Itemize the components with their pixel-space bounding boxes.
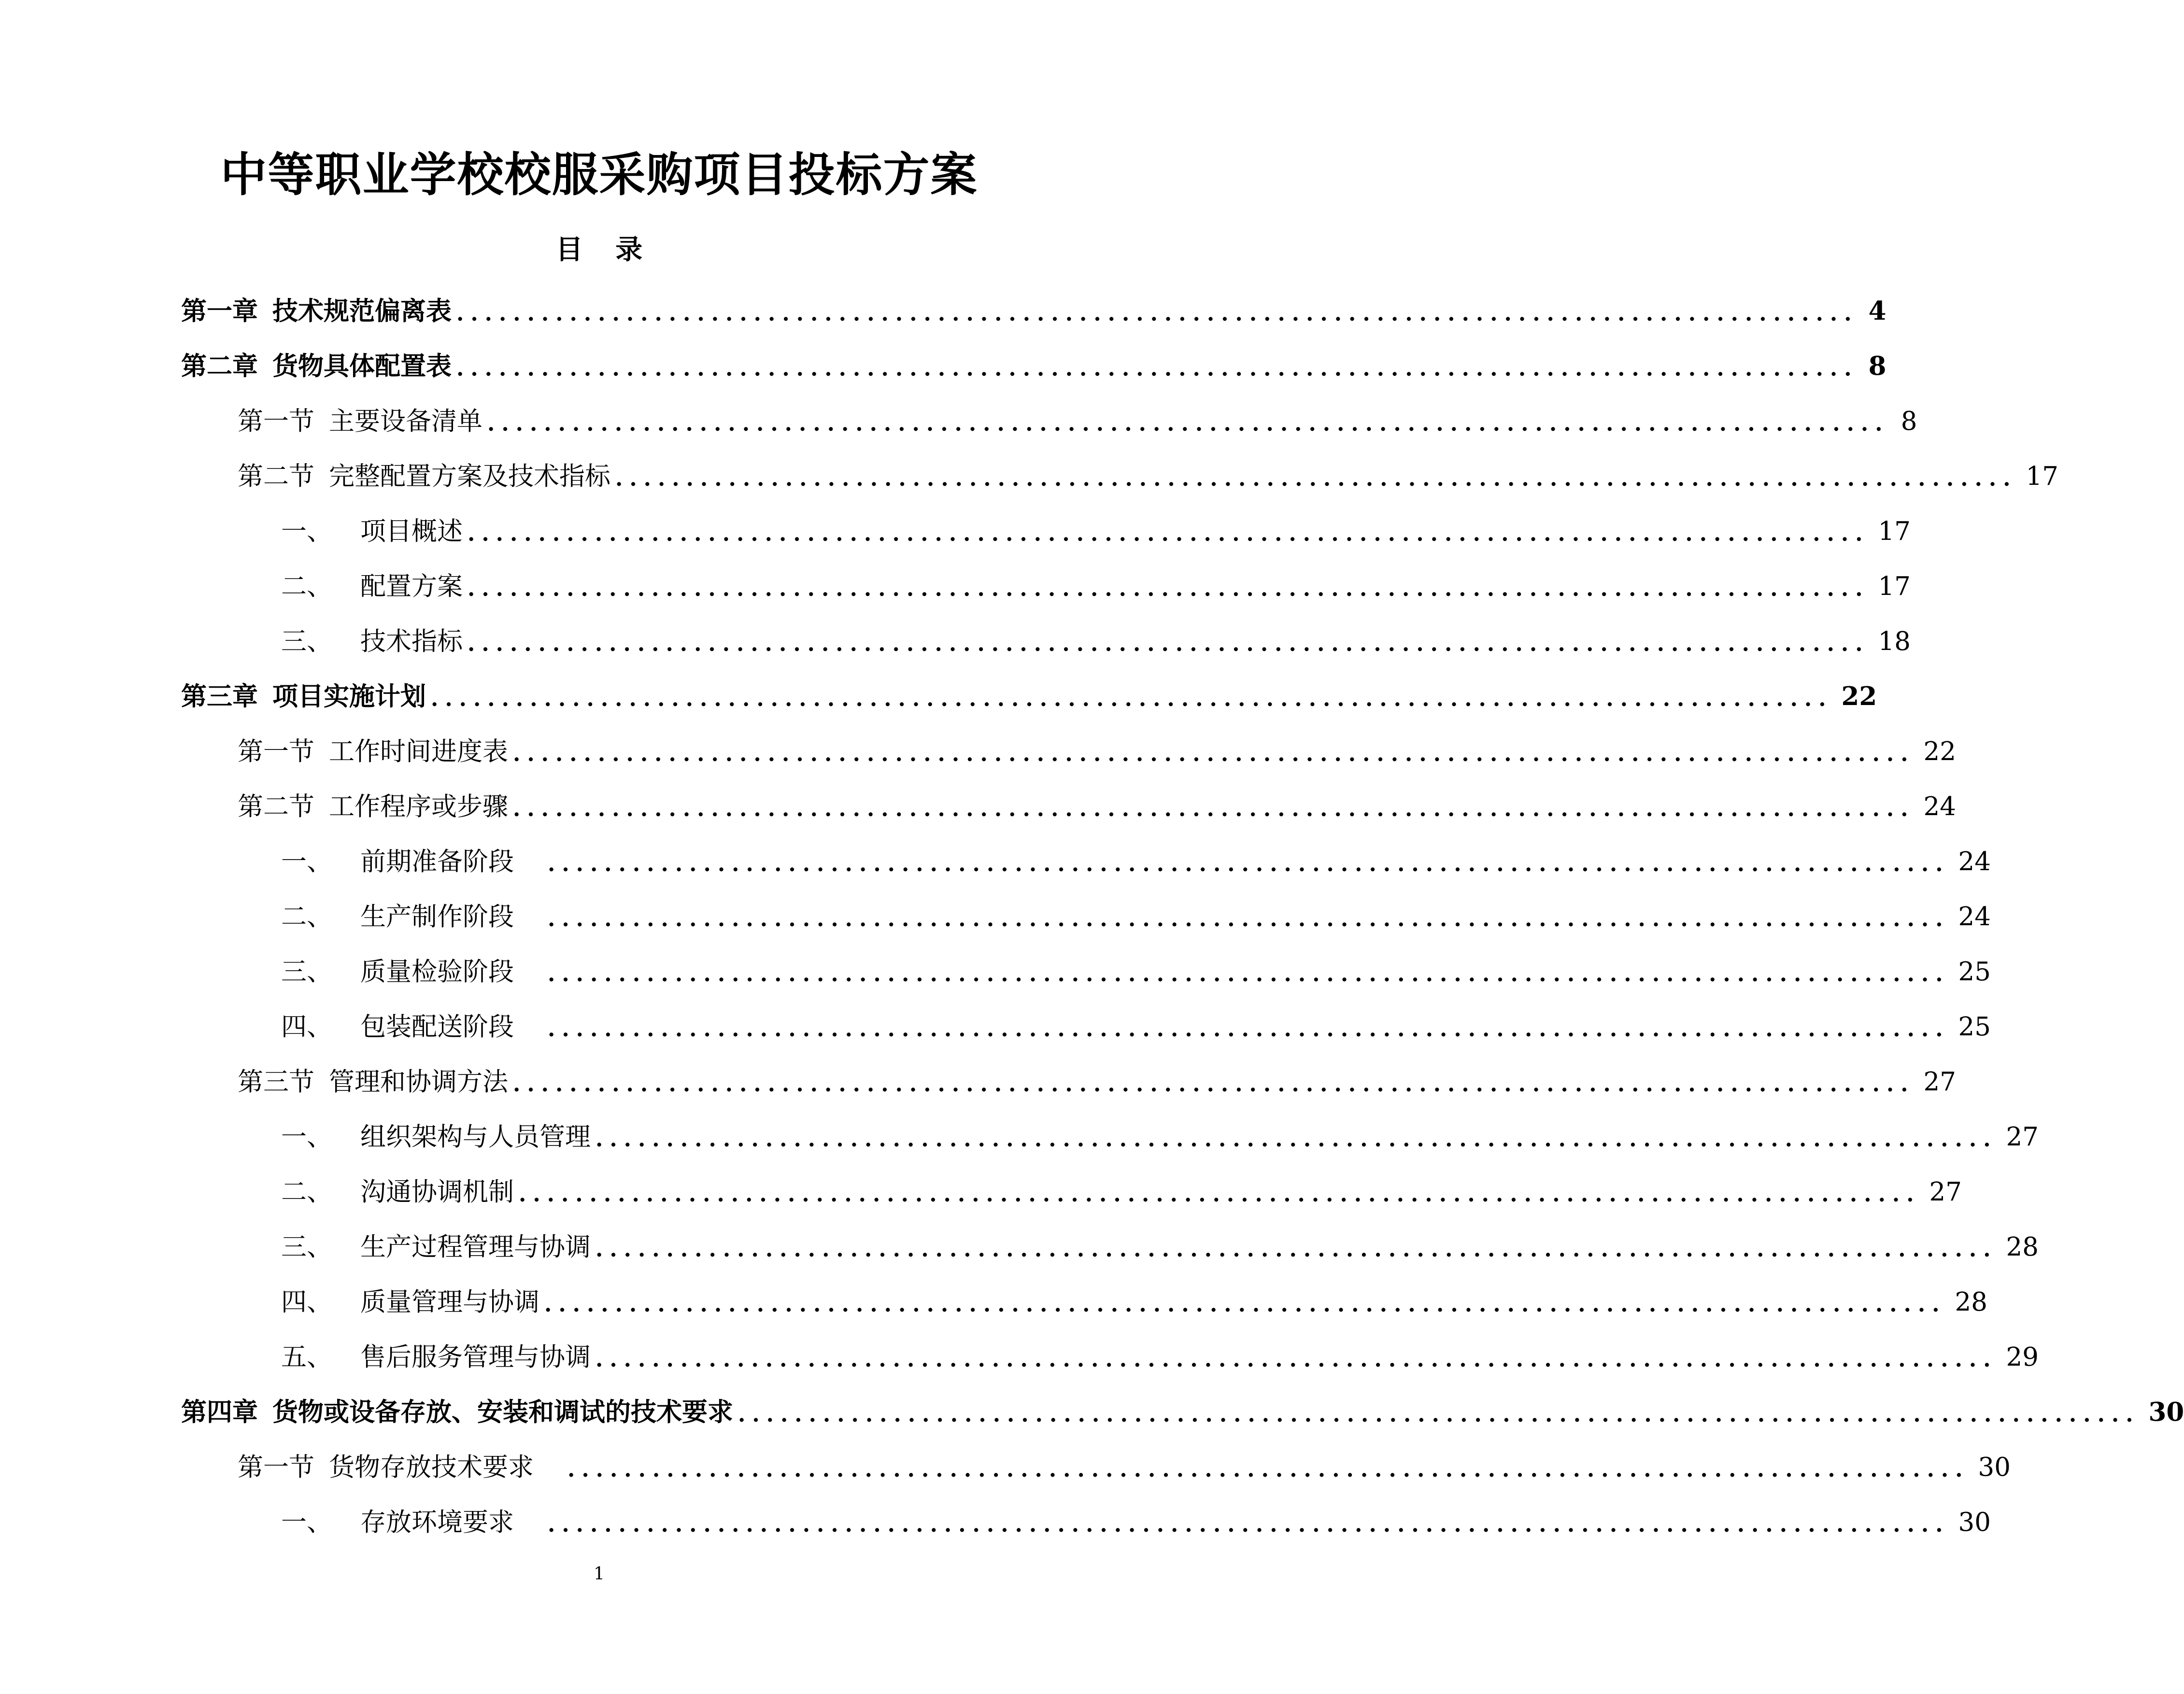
toc-entry-title: 管理和协调方法	[329, 1067, 508, 1097]
toc-entry-page: 27	[1923, 1067, 1956, 1097]
toc-dot-leader: ...................................................................................................	[738, 1402, 2140, 1427]
toc-entry-title: 完整配置方案及技术指标	[329, 461, 610, 491]
toc-dot-leader: ...................................................................................................	[519, 1182, 1921, 1207]
toc-entry[interactable]	[0, 504, 1911, 559]
toc-entry-page: 17	[1878, 571, 1911, 601]
toc-entry-page: 30	[1958, 1507, 1991, 1537]
toc-entry-title: 项目实施计划	[272, 681, 426, 711]
toc-entry-label: 三、	[281, 1232, 332, 1262]
toc-entry-title: 售后服务管理与协调	[360, 1342, 591, 1372]
toc-entry[interactable]	[0, 1495, 1991, 1550]
toc-entry[interactable]	[0, 889, 1991, 944]
toc-dot-leader: ...................................................................................................	[456, 301, 1858, 326]
toc-entry-title: 项目概述	[360, 516, 463, 546]
table-of-contents	[0, 283, 2184, 1550]
toc-entry-title: 沟通协调机制	[360, 1177, 514, 1207]
toc-dot-leader: ...................................................................................................	[513, 742, 1915, 766]
toc-entry-page: 17	[1878, 516, 1911, 546]
page-number: 1	[594, 1564, 605, 1584]
toc-entry[interactable]	[0, 779, 1956, 834]
toc-entry-label: 第四章	[181, 1397, 258, 1427]
toc-entry[interactable]	[0, 1384, 2184, 1440]
toc-entry-title: 质量检验阶段	[360, 957, 514, 987]
toc-entry-page: 18	[1878, 626, 1911, 656]
toc-entry-label: 三、	[281, 626, 332, 656]
toc-entry-page: 30	[2148, 1397, 2184, 1427]
toc-entry[interactable]	[0, 1054, 1956, 1109]
toc-dot-leader: ...................................................................................................	[456, 356, 1858, 381]
toc-entry-page: 27	[2006, 1122, 2039, 1152]
toc-dot-leader: ...................................................................................................	[548, 1017, 1950, 1042]
toc-entry-page: 28	[1955, 1287, 1987, 1317]
toc-entry-title: 生产制作阶段	[360, 902, 514, 932]
toc-entry[interactable]	[0, 394, 1917, 449]
toc-dot-leader: ...................................................................................................	[468, 522, 1870, 546]
toc-dot-leader: ...................................................................................................	[513, 797, 1915, 821]
toc-entry-title: 技术指标	[360, 626, 463, 656]
toc-entry-page: 29	[2006, 1342, 2039, 1372]
toc-entry[interactable]	[0, 1440, 2011, 1495]
toc-dot-leader: ...................................................................................................	[548, 1512, 1950, 1537]
toc-entry-page: 25	[1958, 1012, 1991, 1042]
toc-entry-page: 17	[2026, 461, 2058, 491]
toc-entry-title: 工作程序或步骤	[329, 791, 508, 821]
toc-entry[interactable]	[0, 449, 2058, 504]
toc-entry-title: 包装配送阶段	[360, 1012, 514, 1042]
toc-entry[interactable]	[0, 944, 1991, 999]
toc-dot-leader: ...................................................................................................	[431, 687, 1833, 711]
toc-entry-page: 24	[1923, 791, 1956, 821]
toc-dot-leader: ...................................................................................................	[548, 907, 1950, 932]
toc-entry-title: 生产过程管理与协调	[360, 1232, 591, 1262]
toc-dot-leader: ...................................................................................................	[468, 577, 1870, 601]
toc-entry-label: 第三节	[238, 1067, 314, 1097]
toc-entry[interactable]	[0, 1219, 2039, 1274]
toc-entry[interactable]	[0, 559, 1911, 614]
toc-entry-title: 存放环境要求	[360, 1507, 514, 1537]
toc-entry-label: 一、	[281, 847, 332, 876]
toc-entry-title: 质量管理与协调	[360, 1287, 539, 1317]
toc-entry[interactable]	[0, 614, 1911, 669]
toc-dot-leader: ...................................................................................................	[487, 411, 1889, 436]
toc-dot-leader: ...................................................................................................	[567, 1457, 1970, 1482]
toc-dot-leader: ...................................................................................................	[513, 1072, 1915, 1097]
toc-entry-page: 27	[1929, 1177, 1962, 1207]
toc-entry-label: 第一节	[238, 406, 314, 436]
toc-entry-page: 24	[1958, 902, 1991, 932]
toc-entry-title: 工作时间进度表	[329, 736, 508, 766]
toc-entry[interactable]	[0, 1164, 1962, 1219]
toc-entry-label: 第二节	[238, 791, 314, 821]
toc-entry-label: 二、	[281, 902, 332, 932]
toc-entry[interactable]	[0, 283, 1886, 339]
toc-entry[interactable]	[0, 669, 1877, 724]
toc-entry[interactable]	[0, 834, 1991, 889]
toc-entry-page: 4	[1868, 296, 1886, 326]
toc-entry-label: 第一节	[238, 1452, 314, 1482]
toc-heading: 目 录	[555, 234, 654, 266]
toc-entry-title: 货物或设备存放、安装和调试的技术要求	[272, 1397, 733, 1427]
toc-dot-leader: ...................................................................................................	[596, 1237, 1998, 1262]
toc-entry-label: 第一章	[181, 296, 258, 326]
toc-entry-label: 第二章	[181, 351, 258, 381]
toc-dot-leader: ...................................................................................................	[468, 632, 1870, 656]
toc-dot-leader: ...................................................................................................	[544, 1292, 1946, 1317]
toc-dot-leader: ...................................................................................................	[548, 852, 1950, 876]
toc-dot-leader: ...................................................................................................	[596, 1347, 1998, 1372]
toc-entry-title: 配置方案	[360, 571, 463, 601]
toc-entry-title: 组织架构与人员管理	[360, 1122, 591, 1152]
toc-entry-label: 第一节	[238, 736, 314, 766]
toc-entry[interactable]	[0, 1109, 2039, 1164]
toc-entry-label: 第三章	[181, 681, 258, 711]
toc-entry-title: 前期准备阶段	[360, 847, 514, 876]
toc-entry-title: 货物存放技术要求	[329, 1452, 534, 1482]
toc-entry[interactable]	[0, 339, 1886, 394]
toc-entry-label: 二、	[281, 571, 332, 601]
toc-entry-label: 四、	[281, 1012, 332, 1042]
toc-entry-page: 28	[2006, 1232, 2039, 1262]
toc-entry-page: 30	[1978, 1452, 2011, 1482]
toc-entry-page: 22	[1923, 736, 1956, 766]
toc-entry[interactable]	[0, 1329, 2039, 1384]
document-title: 中等职业学校校服采购项目投标方案	[220, 147, 978, 202]
toc-entry-page: 8	[1868, 351, 1886, 381]
toc-dot-leader: ...................................................................................................	[596, 1127, 1998, 1152]
toc-entry-label: 五、	[281, 1342, 332, 1372]
toc-entry-label: 一、	[281, 516, 332, 546]
toc-entry[interactable]	[0, 1274, 1987, 1329]
toc-entry-label: 一、	[281, 1122, 332, 1152]
toc-entry-page: 8	[1900, 406, 1917, 436]
toc-entry[interactable]	[0, 999, 1991, 1054]
toc-entry-page: 25	[1958, 957, 1991, 987]
toc-dot-leader: ...................................................................................................	[615, 466, 2017, 491]
toc-entry-label: 第二节	[238, 461, 314, 491]
toc-entry-label: 三、	[281, 957, 332, 987]
toc-entry-label: 一、	[281, 1507, 332, 1537]
toc-entry-page: 22	[1841, 681, 1877, 711]
toc-entry-label: 四、	[281, 1287, 332, 1317]
toc-entry-title: 主要设备清单	[329, 406, 482, 436]
toc-entry[interactable]	[0, 724, 1956, 779]
toc-entry-title: 货物具体配置表	[272, 351, 452, 381]
toc-entry-page: 24	[1958, 847, 1991, 876]
toc-entry-title: 技术规范偏离表	[272, 296, 452, 326]
toc-dot-leader: ...................................................................................................	[548, 962, 1950, 987]
toc-entry-label: 二、	[281, 1177, 332, 1207]
